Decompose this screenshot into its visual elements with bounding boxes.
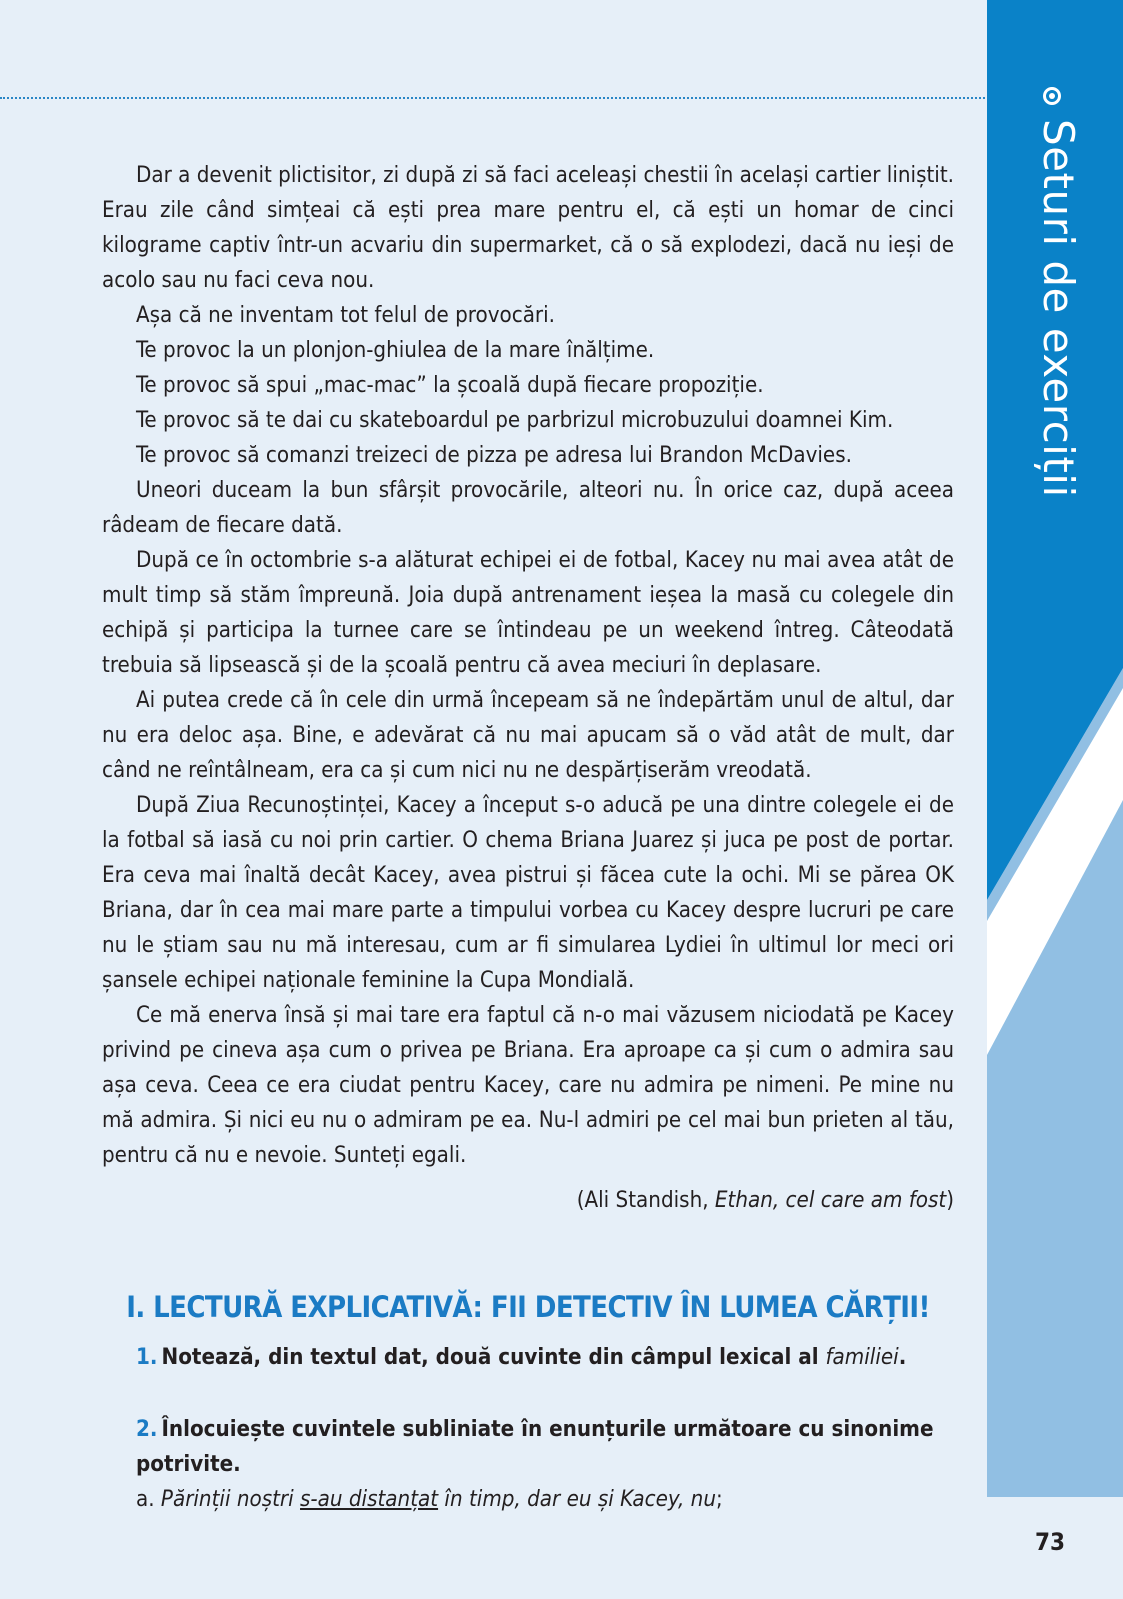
passage-paragraph: După ce în octombrie s-a alăturat echipei ei de fotbal, Kacey nu mai avea atât de mult timp să stăm împreună. Joia după antrenament ieșea la masă cu colegele din echipă și participa la turnee care se întindeau pe un weekend întreg. Câteodată trebuia să lipsească și de la școală pentru că avea meciuri în deplasare.: [102, 547, 954, 678]
exercise-number: 1.: [136, 1344, 158, 1370]
citation: [102, 1183, 954, 1218]
passage-paragraph: Te provoc la un plonjon-ghiulea de la mare înălțime.: [136, 337, 655, 363]
citation-author: (Ali Standish,: [576, 1187, 715, 1213]
exercise-italic-word: familiei: [825, 1344, 899, 1370]
exercise-2: [136, 1412, 966, 1517]
item-text-pre: Părinții noștri: [160, 1486, 301, 1512]
exercise-punctuation: .: [898, 1344, 907, 1370]
citation-close: ): [946, 1187, 954, 1213]
passage-paragraph: Așa că ne inventam tot felul de provocări.: [136, 302, 556, 328]
passage-paragraph: Ai putea crede că în cele din urmă începeam să ne îndepărtăm unul de altul, dar nu era deloc așa. Bine, e adevărat că nu mai apucam să o văd atât de mult, dar când ne reîntâlneam, era ca și cum nici nu ne despărțiserăm vreodată.: [102, 687, 954, 783]
section-heading: I. LECTURĂ EXPLICATIVĂ: FII DETECTIV ÎN LUMEA CĂRȚII!: [126, 1290, 930, 1324]
exercise-number: 2.: [136, 1416, 158, 1442]
page-number: 73: [1035, 1528, 1066, 1556]
citation-book-title: Ethan, cel care am fost: [714, 1187, 947, 1213]
passage-paragraph: Uneori duceam la bun sfârșit provocările, alteori nu. În orice caz, după aceea râdeam de fiecare dată.: [102, 477, 954, 538]
passage-paragraph: Te provoc să spui „mac-mac” la școală după fiecare propoziție.: [136, 372, 764, 398]
exercise-instruction: Înlocuiește cuvintele subliniate în enunțurile următoare cu sinonime potrivite.: [136, 1416, 934, 1477]
passage-paragraph: Te provoc să te dai cu skateboardul pe parbrizul microbuzului doamnei Kim.: [136, 407, 894, 433]
exercise-1: [136, 1340, 966, 1375]
header-dotted-rule: [0, 97, 1048, 99]
passage-paragraph: Dar a devenit plictisitor, zi după zi să faci aceleași chestii în același cartier liniștit. Erau zile când simțeai că ești prea mare pentru el, că ești un homar de cinci kilograme captiv într-un acvariu din supermarket, că o să explodezi, dacă nu ieși de acolo sau nu faci ceva nou.: [102, 162, 954, 293]
reading-passage: [102, 158, 954, 1173]
exercise-2-item-a: [136, 1482, 966, 1517]
exercise-instruction: Notează, din textul dat, două cuvinte din câmpul lexical al: [161, 1344, 826, 1370]
item-end: ;: [715, 1486, 723, 1512]
item-label: a.: [136, 1486, 161, 1512]
passage-paragraph: Ce mă enerva însă și mai tare era faptul că n-o mai văzusem niciodată pe Kacey privind pe cineva așa cum o privea pe Briana. Era aproape ca și cum o admira sau așa ceva. Ceea ce era ciudat pentru Kacey, care nu admira pe nimeni. Pe mine nu mă admira. Și nici eu nu o admiram pe ea. Nu-l admiri pe cel mai bun prieten al tău, pentru că nu e nevoie. Sunteți egali.: [102, 1002, 954, 1168]
passage-paragraph: Te provoc să comanzi treizeci de pizza pe adresa lui Brandon McDavies.: [136, 442, 852, 468]
item-text-post: în timp, dar eu și Kacey, nu: [438, 1486, 716, 1512]
sidebar-title-container: [1010, 83, 1100, 503]
sidebar-title: Seturi de exerciții: [1034, 119, 1083, 498]
passage-paragraph: După Ziua Recunoștinței, Kacey a început s-o aducă pe una dintre colegele ei de la fotbal să iasă cu noi prin cartier. O chema Briana Juarez și juca pe post de portar. Era ceva mai înaltă decât Kacey, avea pistrui și făcea cute la ochi. Mi se părea OK Briana, dar în cea mai mare parte a timpului vorbea cu Kacey despre lucruri pe care nu le știam sau nu mă interesau, cum ar fi simularea Lydiei în ultimul lor meci ori șansele echipei naționale feminine la Cupa Mondială.: [102, 792, 954, 993]
item-underlined-words: s-au distanțat: [300, 1486, 439, 1512]
